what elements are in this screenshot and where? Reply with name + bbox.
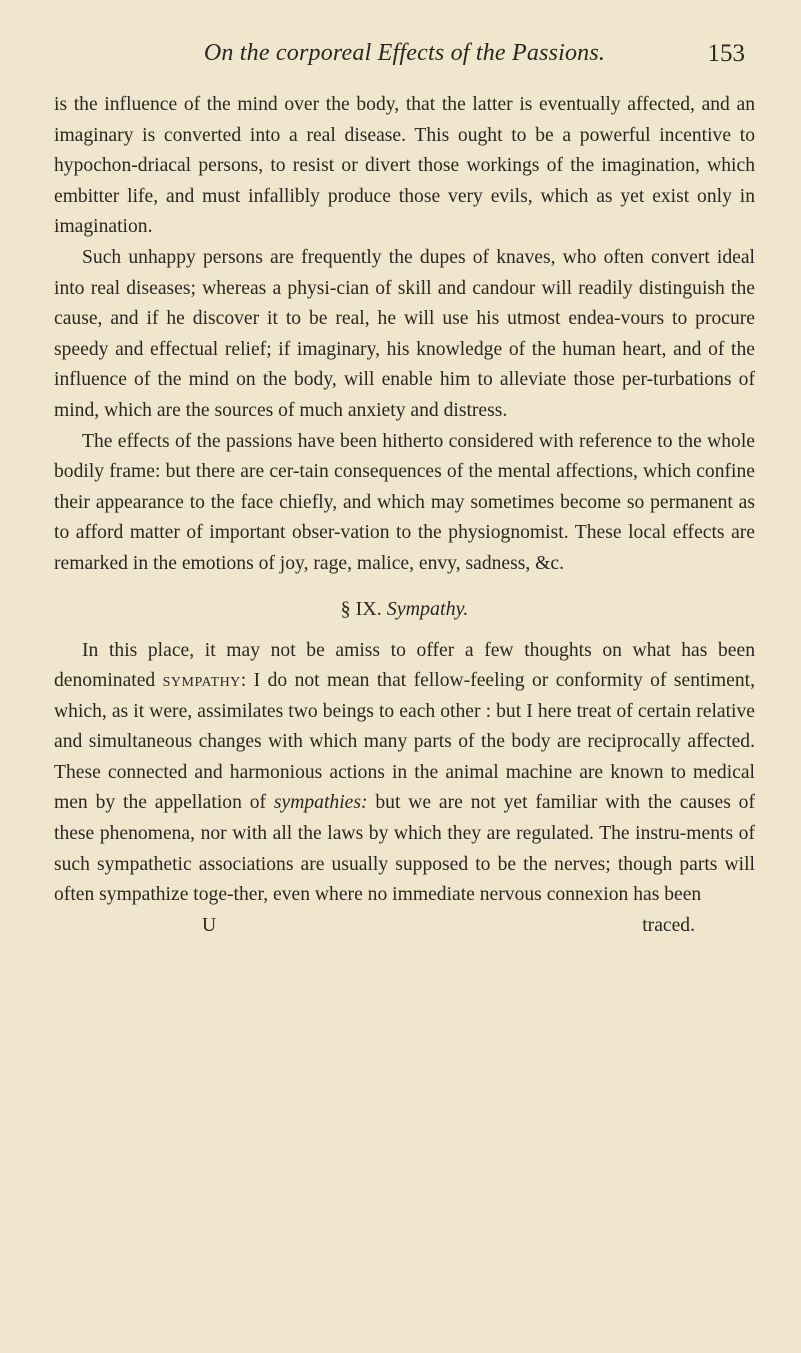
page-footer (54, 911, 755, 941)
paragraph-2: Such unhappy persons are frequently the dupes of knaves, who often convert ideal into real diseases; whereas a physi-cian of skill and candour will readily distinguish the cause, and if he discover it to be real, he will use his utmost endea-vours to procure speedy and effectual relief; if imaginary, his knowledge of the human heart, and of the influence of the mind on the body, will enable him to alleviate those per-turbations of mind, which are the sources of much anxiety and distress. (54, 246, 755, 421)
section-title: Sympathy. (386, 597, 469, 620)
section-number: § IX. (340, 597, 382, 620)
page-header (54, 40, 755, 80)
section-heading (54, 594, 755, 624)
running-head: On the corporeal Effects of the Passions. (203, 40, 606, 66)
paragraph-3: The effects of the passions have been hitherto considered with reference to the whole bodily frame: but there are cer-tain consequences of the mental affections, which confine their appearance to the face chiefly, and which may sometimes become so permanent as to afford matter of important obser-vation to the physiognomist. These local effects are remarked in the emotions of joy, rage, malice, envy, sadness, &c. (54, 430, 755, 574)
page-number: 153 (707, 40, 745, 67)
body-text (54, 90, 755, 911)
sympathies-term: sympathies: (273, 792, 368, 814)
sympathy-term: sympathy (162, 670, 241, 692)
paragraph-4-part-2: : I do not mean that fellow-feeling or conformity of sentiment, which, as it were, assimilates two beings to each other : but I here treat of certain relative and simultaneous changes with which many parts of the body are reciprocally affected. These connected and harmonious actions in the animal machine are known to medical men by the appellation of (54, 670, 755, 814)
signature-mark: U (202, 914, 217, 936)
catchword: traced. (642, 914, 695, 936)
paragraph-1: is the influence of the mind over the body, that the latter is eventually affected, and an imaginary is converted into a real disease. This ought to be a powerful incentive to hypochon-driacal persons, to resist or divert those workings of the imagination, which embitter life, and must infallibly produce those very evils, which as yet exist only in imagination. (54, 94, 755, 238)
paragraph-4-part-1: In this place, it may not be amiss to offer a few thoughts on what has been denominated (54, 639, 755, 692)
paragraph-4-part-3: but we are not yet familiar with the causes of these phenomena, nor with all the laws by which they are regulated. The instru-ments of such sympathetic associations are usually supposed to be the nerves; though parts will often sympathize toge-ther, even where no immediate nervous connexion has been (54, 792, 755, 906)
paragraph-4 (54, 636, 755, 911)
